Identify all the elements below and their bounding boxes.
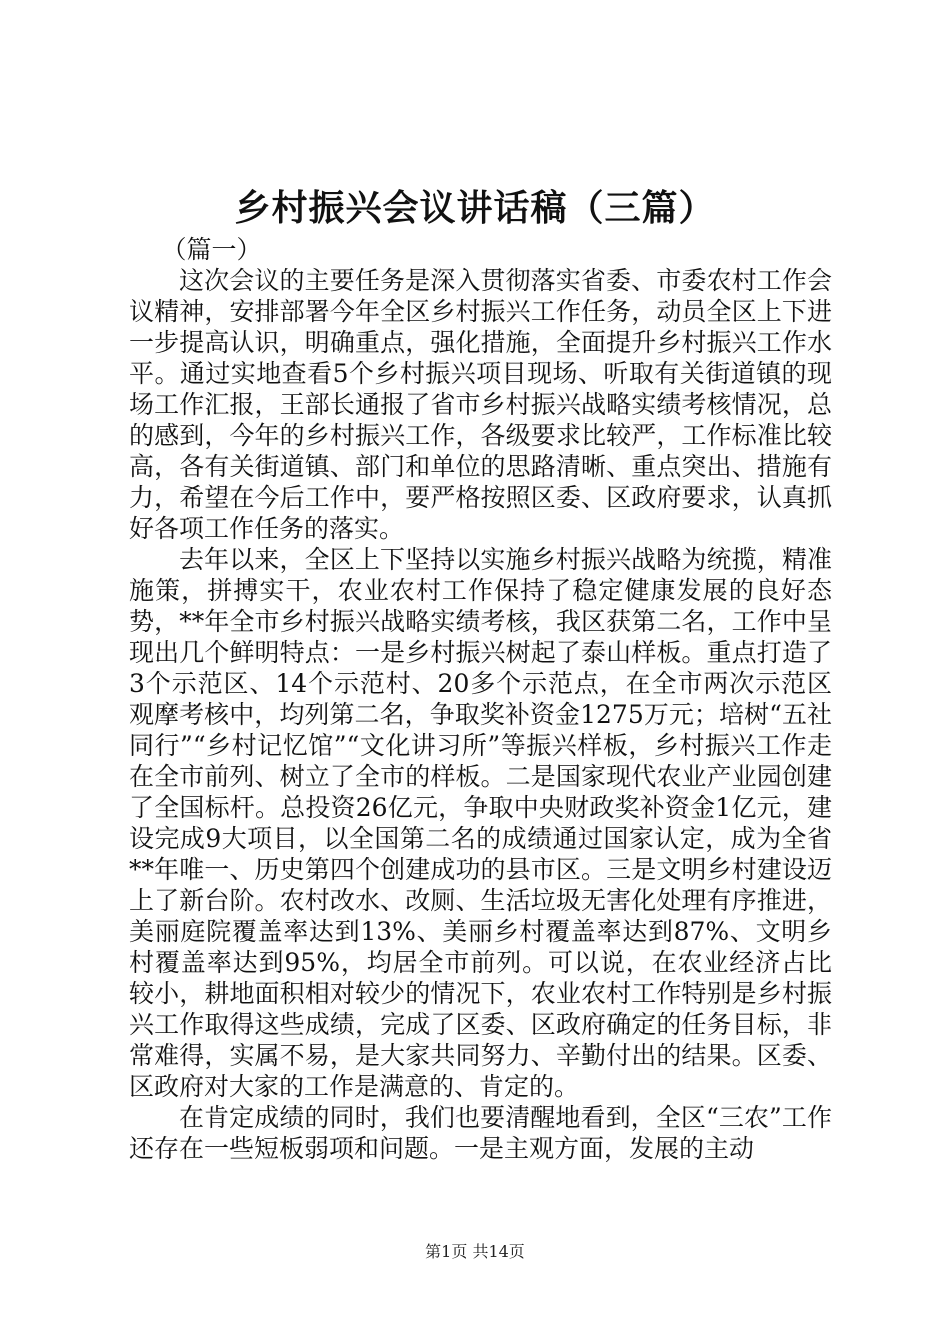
document-body <box>129 234 832 1164</box>
document-title: 乡村振兴会议讲话稿（三篇） <box>234 187 716 229</box>
paragraph-3: 在肯定成绩的同时，我们也要清醒地看到，全区“三农”工作还存在一些短板弱项和问题。一是主观方面，发展的主动 <box>129 1103 832 1163</box>
section-label: （篇一） <box>161 235 262 264</box>
page-footer: 第1页 共14页 <box>425 1242 525 1261</box>
paragraph-2: 去年以来，全区上下坚持以实施乡村振兴战略为统揽，精准施策，拼搏实干，农业农村工作保持了稳定健康发展的良好态势，**年全市乡村振兴战略实绩考核，我区获第二名，工作中呈现出几个鲜明特点：一是乡村振兴树起了泰山样板。重点打造了3个示范区、14个示范村、20多个示范点，在全市两次示范区观摩考核中，均列第二名，争取奖补资金1275万元；培树“五社同行”“乡村记忆馆”“文化讲习所”等振兴样板，乡村振兴工作走在全市前列、树立了全市的样板。二是国家现代农业产业园创建了全国标杆。总投资26亿元，争取中央财政奖补资金1亿元，建设完成9大项目，以全国第二名的成绩通过国家认定，成为全省**年唯一、历史第四个创建成功的县市区。三是文明乡村建设迈上了新台阶。农村改水、改厕、生活垃圾无害化处理有序推进，美丽庭院覆盖率达到13%、美丽乡村覆盖率达到87%、文明乡村覆盖率达到95%，均居全市前列。可以说，在农业经济占比较小，耕地面积相对较少的情况下，农业农村工作特别是乡村振兴工作取得这些成绩，完成了区委、区政府确定的任务目标，非常难得，实属不易，是大家共同努力、辛勤付出的结果。区委、区政府对大家的工作是满意的、肯定的。 <box>129 545 832 1101</box>
paragraph-1: 这次会议的主要任务是深入贯彻落实省委、市委农村工作会议精神，安排部署今年全区乡村振兴工作任务，动员全区上下进一步提高认识，明确重点，强化措施，全面提升乡村振兴工作水平。通过实地查看5个乡村振兴项目现场、听取有关街道镇的现场工作汇报，王部长通报了省市乡村振兴战略实绩考核情况，总的感到，今年的乡村振兴工作，各级要求比较严，工作标准比较高，各有关街道镇、部门和单位的思路清晰、重点突出、措施有力，希望在今后工作中，要严格按照区委、区政府要求，认真抓好各项工作任务的落实。 <box>129 266 832 543</box>
